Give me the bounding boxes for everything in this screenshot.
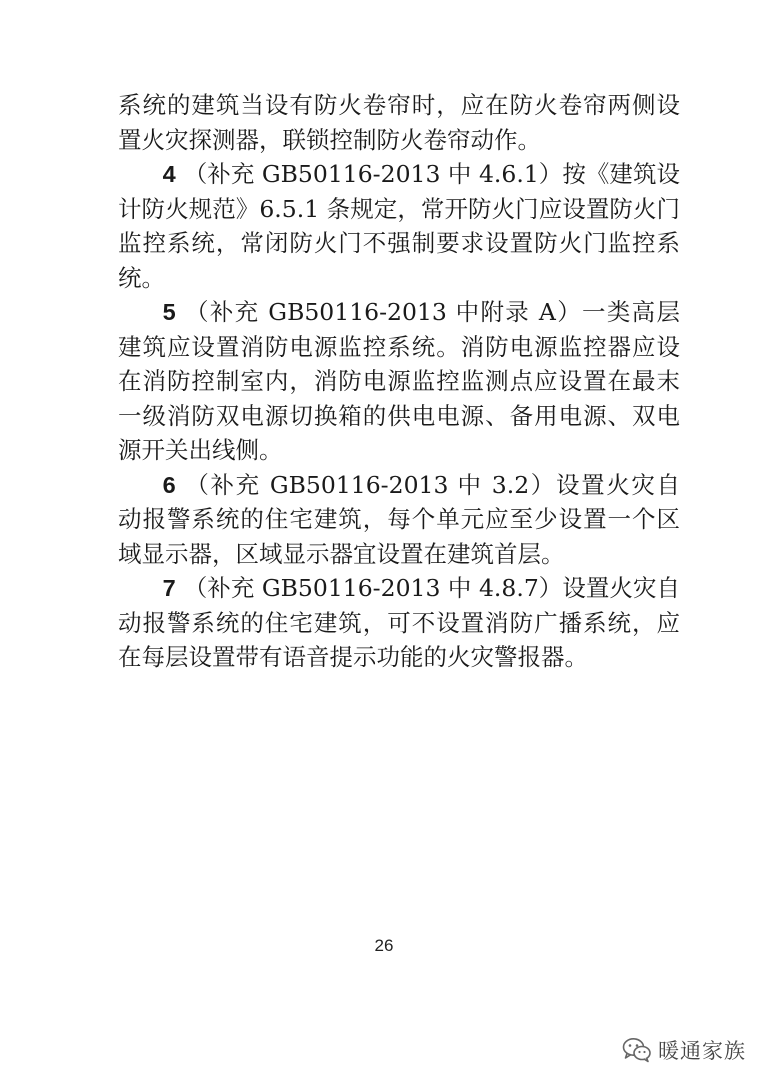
paragraph-text: （补充 GB50116-2013 中附录 A）一类高层建筑应设置消防电源监控系统。消防电源监控器应设在消防控制室内，消防电源监控监测点应设置在最末一级消防双电源切换箱的供电电源、备用电源、双电源开关出线侧。 [118, 298, 680, 464]
page-number: 26 [374, 936, 394, 955]
document-body [118, 88, 680, 675]
item-number: 4 [162, 161, 176, 187]
item-number: 6 [162, 471, 176, 498]
paragraph-continuation [118, 88, 680, 157]
paragraph-text: （补充 GB50116-2013 中 4.8.7）设置火灾自动报警系统的住宅建筑，可不设置消防广播系统，应在每层设置带有语音提示功能的火灾警报器。 [118, 574, 680, 671]
paragraph-text: （补充 GB50116-2013 中 3.2）设置火灾自动报警系统的住宅建筑，每个单元应至少设置一个区域显示器，区域显示器宜设置在建筑首层。 [118, 470, 680, 568]
item-number: 5 [162, 299, 176, 325]
paragraph-item-6 [118, 468, 680, 572]
paragraph-item-4 [118, 157, 680, 295]
item-number: 7 [162, 575, 176, 601]
paragraph-item-7 [118, 571, 680, 675]
paragraph-text: （补充 GB50116-2013 中 4.6.1）按《建筑设计防火规范》6.5.1 条规定，常开防火门应设置防火门监控系统，常闭防火门不强制要求设置防火门监控系统。 [118, 160, 680, 292]
wechat-watermark [622, 1030, 746, 1070]
wechat-icon [622, 1037, 652, 1063]
watermark-label: 暖通家族 [658, 1039, 746, 1063]
paragraph-item-5 [118, 295, 680, 468]
paragraph-text: 系统的建筑当设有防火卷帘时，应在防火卷帘两侧设置火灾探测器，联锁控制防火卷帘动作。 [118, 91, 680, 154]
